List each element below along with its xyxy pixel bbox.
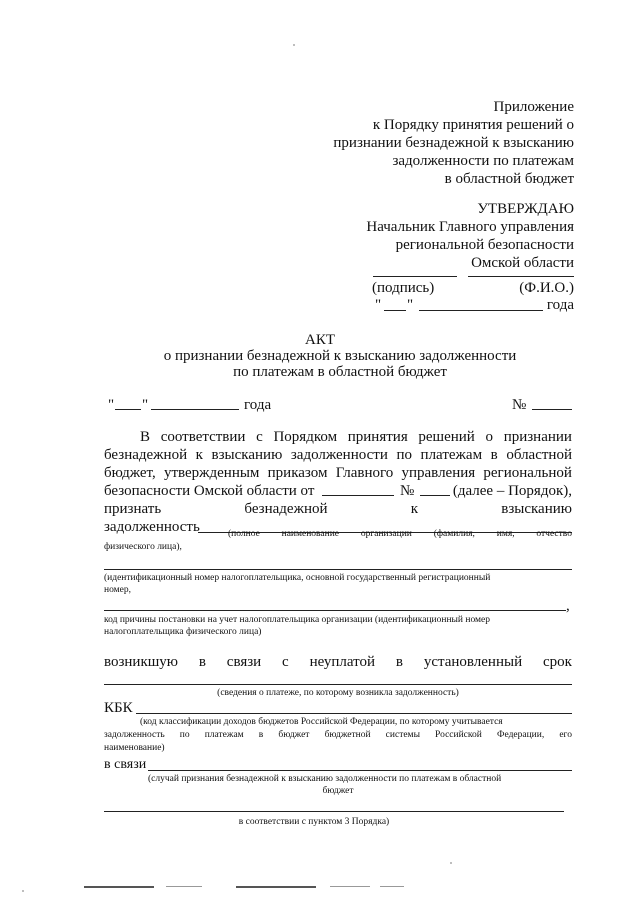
act-subtitle: по платежам в областной бюджет [233,364,447,380]
reason-label: в связи [104,757,147,772]
reason-note-mid: бюджет [322,786,354,796]
scan-artifact [84,886,154,888]
kpp-inn-line[interactable] [104,610,566,611]
appendix-title: Приложение [493,99,574,115]
appendix-line: в областной бюджет [444,171,574,187]
kpp-inn-note: код причины постановки на учет налогоплательщика организации (идентификационный номер [104,615,491,625]
fio-line[interactable] [468,276,574,277]
body-line-4-end: (далее – Порядок), [452,483,572,499]
comma: , [566,598,570,614]
appendix-line: признании безнадежной к взысканию [333,135,574,151]
appendix-line: к Порядку принятия решений о [372,117,574,133]
payment-info-note: (сведения о платеже, по которому возникла задолженность) [217,688,459,698]
scan-dot [450,862,452,864]
act-day-line[interactable] [115,409,141,410]
signature-label: (подпись) [372,280,435,296]
approve-position: региональной безопасности [395,237,574,253]
order-number-line[interactable] [420,495,450,496]
reason-line-2[interactable] [104,811,564,812]
order-date-line[interactable] [322,495,394,496]
reason-note-end: в соответствии с пунктом 3 Порядка) [238,817,390,827]
inn-ogrn-note: (идентификационный номер налогоплательщика, основной государственный регистрационный [104,573,491,583]
inn-ogrn-note-end: номер, [104,585,132,595]
body-line-2: безнадежной к взысканию задолженности по платежам в областной [104,447,572,463]
arisen-line: возникшую в связи с неуплатой в установленный срок [104,654,572,670]
inn-ogrn-line[interactable] [104,569,572,570]
act-number-line[interactable] [532,409,572,410]
act-number-label: № [512,397,527,413]
kbk-line[interactable] [136,713,572,714]
kbk-note-line-2: задолженность по платежам в бюджет бюджетной системы Российской Федерации, его [104,730,572,740]
body-line-5: признать безнадежной к взысканию [104,501,572,517]
body-line-4-start: безопасности Омской области от [104,483,315,499]
year-label: года [546,297,574,313]
day-line[interactable] [384,310,406,311]
reason-note: (случай признания безнадежной к взысканию задолженности по платежам в областной [148,774,502,784]
month-line[interactable] [419,310,543,311]
body-line-1: В соответствии с Порядком принятия решений о признании [140,429,572,445]
quote-close: " [407,297,414,313]
kpp-inn-note-end: налогоплательщика физического лица) [104,627,262,637]
quote-open: " [375,297,382,313]
fio-label: (Ф.И.О.) [519,280,574,296]
appendix-line: задолженности по платежам [392,153,574,169]
scan-artifact [166,886,202,887]
scan-artifact [236,886,316,888]
payment-info-line[interactable] [104,684,572,685]
quote-close: " [142,397,149,413]
scan-artifact [330,886,370,887]
act-subtitle: о признании безнадежной к взысканию задолженности [163,348,517,364]
kbk-note: (код классификации доходов бюджетов Российской Федерации, по которому учитывается [140,717,503,727]
act-title: АКТ [305,332,335,348]
reason-line[interactable] [148,770,572,771]
debtor-name-note: (полное наименование организации (фамилия, имя, отчество [228,529,572,539]
kbk-note-end: наименование) [104,743,165,753]
signature-line[interactable] [373,276,457,277]
order-number-sign: № [400,483,415,499]
scan-dot [22,890,24,892]
act-year-label: года [244,397,272,413]
debt-label: задолженность [104,519,200,535]
approve-title: УТВЕРЖДАЮ [477,201,574,217]
approve-position: Начальник Главного управления [366,219,574,235]
scan-dot [293,44,295,46]
scan-artifact [380,886,404,887]
kbk-label: КБК [104,700,133,716]
body-line-3: бюджет, утвержденным приказом Главного управления региональной [104,465,572,481]
debtor-name-note-end: физического лица), [104,542,182,552]
quote-open: " [108,397,115,413]
act-month-line[interactable] [151,409,239,410]
approve-position: Омской области [471,255,574,271]
